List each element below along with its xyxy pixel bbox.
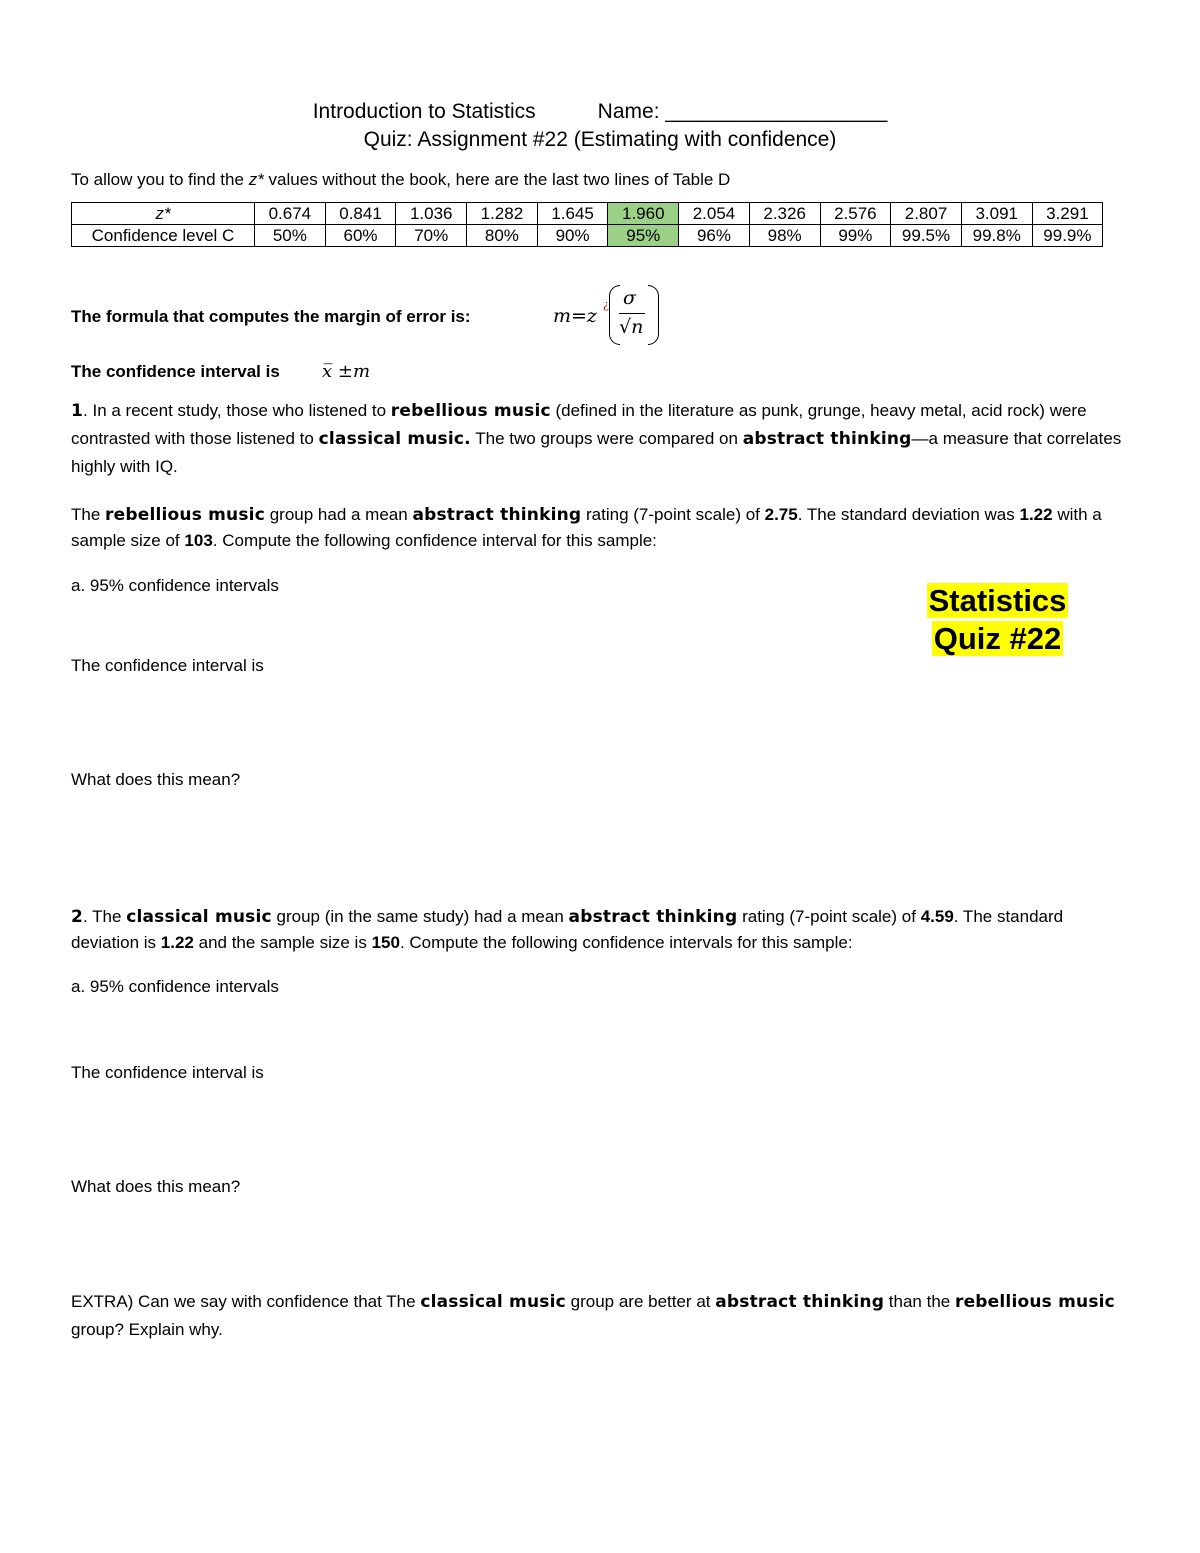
- q2-meaning: What does this mean?: [71, 1177, 241, 1196]
- confidence-level-cell: 99.9%: [1032, 225, 1103, 247]
- confidence-level-cell: 50%: [255, 225, 326, 247]
- confidence-level-cell: 99.8%: [961, 225, 1032, 247]
- z-value-cell: 2.807: [891, 203, 962, 225]
- fraction-bar: [619, 313, 645, 314]
- z-value-cell: 2.054: [679, 203, 750, 225]
- formula-lhs: m=z: [553, 305, 597, 327]
- z-value-cell: 1.645: [537, 203, 608, 225]
- confidence-level-cell: 99.5%: [891, 225, 962, 247]
- q2-ci-line: The confidence interval is: [71, 1063, 264, 1082]
- quiz-title: Quiz: Assignment #22 (Estimating with confidence): [363, 128, 837, 151]
- confidence-row-label: Confidence level C: [72, 225, 255, 247]
- z-table: [71, 202, 1103, 247]
- formula-mark: ¿: [603, 298, 609, 311]
- badge-line-2: Quiz #22: [933, 621, 1062, 656]
- q2-paragraph: 2. The classical music group (in the same study) had a mean abstract thinking rating (7-point scale) of 4.59. The standard deviation is 1.22 and the sample size is 150. Compute the following confidence intervals for this sample:: [71, 907, 1064, 952]
- z-value-cell: 2.326: [749, 203, 820, 225]
- z-value-cell: 3.091: [961, 203, 1032, 225]
- q1-part-a: a. 95% confidence intervals: [71, 576, 279, 595]
- q1-meaning: What does this mean?: [71, 770, 241, 789]
- confidence-level-cell: 60%: [325, 225, 396, 247]
- z-row: [72, 203, 1103, 225]
- z-row-label: z*: [72, 203, 255, 225]
- header-line-1: [0, 100, 1200, 124]
- confidence-level-cell: 95%: [608, 225, 679, 247]
- q2-number: 2: [71, 907, 84, 927]
- confidence-level-cell: 90%: [537, 225, 608, 247]
- extra-question: EXTRA) Can we say with confidence that The classical music group are better at abstract thinking than the rebellious music group? Explain why.: [71, 1292, 1115, 1339]
- q1-ci-line: The confidence interval is: [71, 656, 264, 675]
- confidence-row: [72, 225, 1103, 247]
- course-title: Introduction to Statistics: [312, 100, 536, 123]
- z-value-cell: 1.282: [467, 203, 538, 225]
- z-value-cell: 0.674: [255, 203, 326, 225]
- ci-label: The confidence interval is: [71, 362, 280, 381]
- confidence-level-cell: 80%: [467, 225, 538, 247]
- z-value-cell: 1.960: [608, 203, 679, 225]
- formula-denominator: √n: [619, 316, 644, 338]
- confidence-level-cell: 70%: [396, 225, 467, 247]
- table-intro: To allow you to find the z* values without the book, here are the last two lines of Table D: [71, 170, 731, 189]
- name-field[interactable]: Name: ___________________: [597, 100, 888, 123]
- z-value-cell: 1.036: [396, 203, 467, 225]
- confidence-level-cell: 96%: [679, 225, 750, 247]
- ci-expression: x̅ ±m: [322, 361, 371, 382]
- formula-label: The formula that computes the margin of error is:: [71, 307, 471, 326]
- quiz-badge: [925, 582, 1070, 658]
- q1-paragraph-1: 1. In a recent study, those who listened to rebellious music (defined in the literature as punk, grunge, heavy metal, acid rock) were contrasted with those listened to classical music. The two groups were compared on abstract thinking—a measure that correlates highly with IQ.: [71, 401, 1122, 476]
- z-value-cell: 2.576: [820, 203, 891, 225]
- q2-part-a: a. 95% confidence intervals: [71, 977, 279, 996]
- formula-numerator: σ: [623, 287, 636, 309]
- q1-number: 1: [71, 401, 84, 421]
- badge-line-1: Statistics: [928, 583, 1067, 618]
- confidence-level-cell: 99%: [820, 225, 891, 247]
- right-paren: [648, 285, 659, 345]
- z-value-cell: 3.291: [1032, 203, 1103, 225]
- q1-paragraph-2: The rebellious music group had a mean abstract thinking rating (7-point scale) of 2.75. The standard deviation was 1.22 with a sample size of 103. Compute the following confidence interval for this sample:: [71, 505, 1102, 550]
- z-value-cell: 0.841: [325, 203, 396, 225]
- confidence-level-cell: 98%: [749, 225, 820, 247]
